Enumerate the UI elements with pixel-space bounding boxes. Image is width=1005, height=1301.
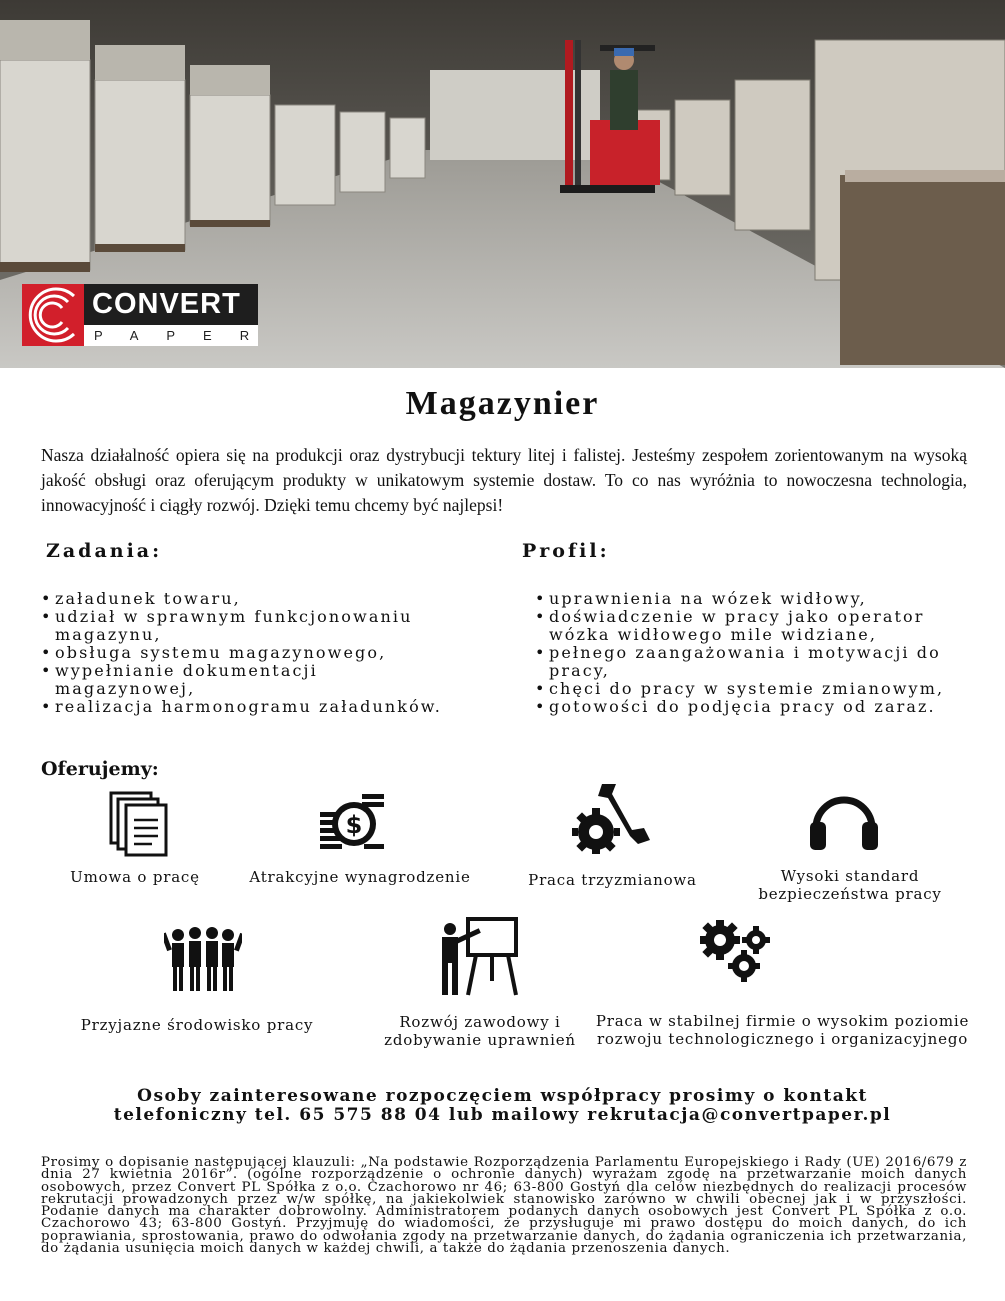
- convert-paper-logo: [22, 284, 278, 346]
- logo-mark-icon: [22, 284, 84, 346]
- gear-wrench-icon: [572, 780, 652, 858]
- list-item: • wypełnianie dokumentacji magazynowej,: [41, 662, 456, 698]
- profile-list: [535, 590, 965, 716]
- logo-wordmark: [84, 284, 278, 346]
- documents-icon: [108, 790, 170, 862]
- contact-line-1: Osoby zainteresowane rozpoczęciem współpracy prosimy o kontakt: [137, 1086, 868, 1106]
- offer-label: Rozwój zawodowy i zdobywanie uprawnień: [384, 1013, 576, 1049]
- svg-text:$: $: [345, 811, 363, 839]
- list-item: • uprawnienia na wózek widłowy,: [535, 590, 965, 608]
- logo-word-convert: CONVERT: [84, 284, 258, 325]
- list-item: • obsługa systemu magazynowego,: [41, 644, 456, 662]
- tasks-heading: Zadania:: [46, 540, 163, 562]
- offer-label: Wysoki standard bezpieczeństwa pracy: [758, 867, 942, 903]
- list-item: • realizacja harmonogramu załadunków.: [41, 698, 456, 716]
- list-item: • załadunek towaru,: [41, 590, 456, 608]
- team-icon: [164, 925, 242, 997]
- gears-icon: [698, 918, 774, 988]
- list-item: • pełnego zaangażowania i motywacji do pracy,: [535, 644, 965, 680]
- company-intro: Nasza działalność opiera się na produkcji oraz dystrybucji tektury litej i falistej. Jesteśmy zespołem zorientowanym na wysoką jakość obsługi oraz oferującym produkty w unikatowym systemie dostaw. To co nas wyróżnia to nowoczesna technologia, innowacyjność i ciągły rozwój. Dzięki temu chcemy być najlepsi!: [41, 445, 967, 515]
- list-item: • udział w sprawnym funkcjonowaniu magazynu,: [41, 608, 456, 644]
- presentation-icon: [438, 915, 520, 1003]
- contact-info: [0, 1087, 1005, 1125]
- gdpr-clause: Prosimy o dopisanie następującej klauzuli: „Na podstawie Rozporządzenia Parlamentu Europejskiego i Rady (UE) 2016/679 z dnia 27 kwietnia 2016r”. (ogólne rozporządzenie o ochronie danych) wyrażam zgodę na przetwarzanie moich danych osobowych, przez Convert PL Spółka z o.o. Czachorowo nr 46; 63-800 Gostyń dla celów niezbędnych do realizacji procesów rekrutacji prowadzonych przez w/w spółkę, na jakiekolwiek stanowisko zarówno w chwili obecnej jak i w przyszłości. Podanie danych ma charakter dobrowolny. Administratorem podanych danych osobowych jest Convert PL Spółka z o.o. Czachorowo 43; 63-800 Gostyń. Przyjmuję do wiadomości, że przysługuje mi prawo dostępu do moich danych, do ich poprawiania, sprostowania, prawo do odwołania zgody na przetwarzanie danych, do żądania ograniczenia ich przetwarzania, do żądania usunięcia moich danych w każdej chwili, a także do żądania przenoszenia danych.: [41, 1155, 967, 1257]
- job-title: Magazynier: [405, 385, 600, 422]
- warehouse-photo: [0, 0, 1005, 368]
- offer-label: Atrakcyjne wynagrodzenie: [249, 868, 471, 886]
- logo-word-paper: PAPER: [84, 325, 258, 346]
- list-item: • gotowości do podjęcia pracy od zaraz.: [535, 698, 965, 716]
- profile-heading: Profil:: [522, 540, 610, 562]
- offer-heading: Oferujemy:: [41, 758, 159, 780]
- offer-label: Praca w stabilnej firmie o wysokim poziomie rozwoju technologicznego i organizacyjnego: [595, 1012, 970, 1048]
- offer-label: Przyjazne środowisko pracy: [80, 1016, 314, 1034]
- offer-label: Praca trzyzmianowa: [528, 871, 697, 889]
- offer-label: Umowa o pracę: [70, 868, 200, 886]
- money-icon: [320, 790, 386, 860]
- headphones-icon: [808, 784, 880, 854]
- list-item: • doświadczenie w pracy jako operator wózka widłowego mile widziane,: [535, 608, 965, 644]
- list-item: • chęci do pracy w systemie zmianowym,: [535, 680, 965, 698]
- contact-line-2: telefoniczny tel. 65 575 88 04 lub mailowy rekrutacja@convertpaper.pl: [113, 1105, 892, 1125]
- tasks-list: [41, 590, 456, 716]
